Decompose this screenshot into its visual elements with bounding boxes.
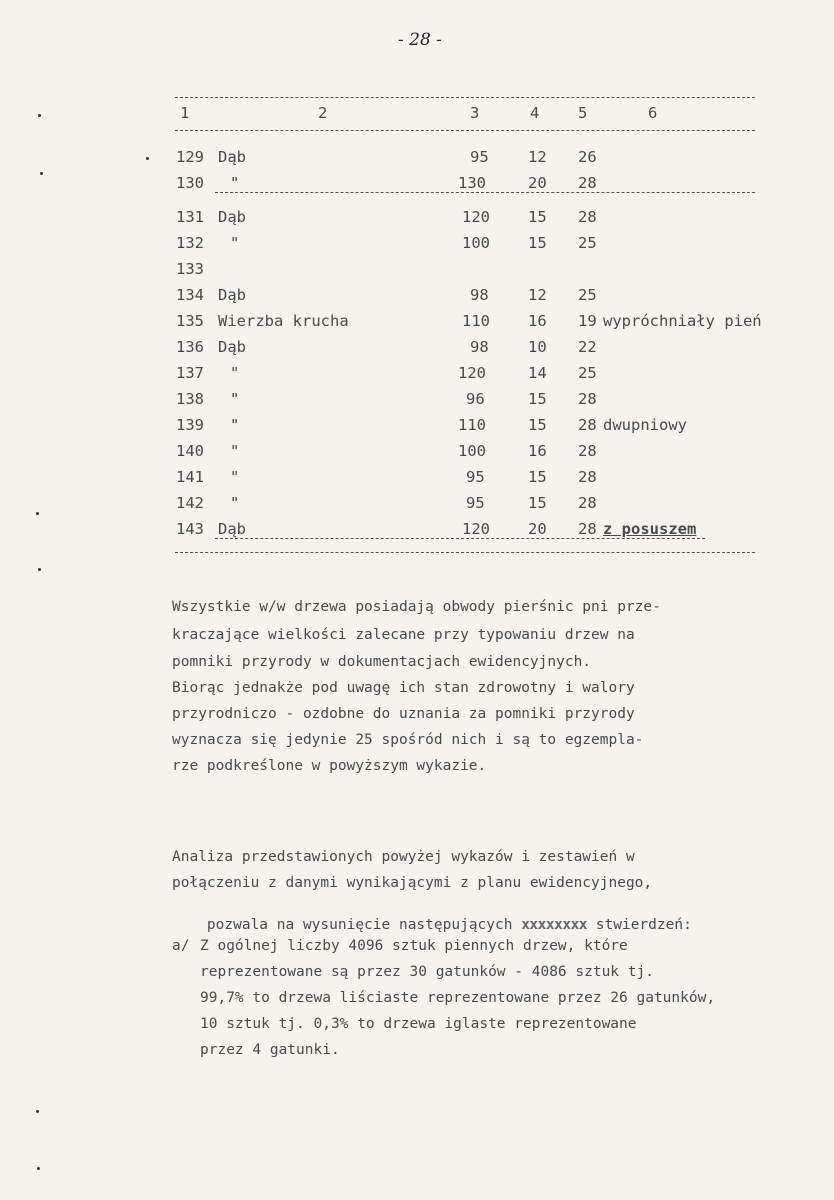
row-col5: 28 (578, 416, 597, 434)
row-col5: 22 (578, 338, 597, 356)
row-col3: 130 (458, 174, 486, 192)
row-col3: 110 (458, 416, 486, 434)
row-col4: 15 (528, 234, 547, 252)
list-item-line: przez 4 gatunki. (200, 1042, 340, 1058)
row-col4: 20 (528, 174, 547, 192)
list-item-line: 99,7% to drzewa liściaste reprezentowane przez 26 gatunków, (200, 990, 716, 1006)
margin-dot (37, 1167, 40, 1170)
row-col3: 110 (462, 312, 490, 330)
overtyped-word: xxxxxxxx (521, 916, 588, 933)
row-number: 135 (176, 312, 204, 330)
row-species: " (230, 416, 240, 434)
row-col3: 95 (466, 468, 485, 486)
row-col4: 15 (528, 494, 547, 512)
row-species: " (230, 390, 240, 408)
row-species: Dąb (218, 208, 246, 226)
line-text-after: stwierdzeń: (587, 916, 692, 933)
underline-rule (215, 538, 705, 539)
margin-dot (40, 172, 43, 175)
row-species: " (230, 174, 240, 192)
table-bottom-rule (175, 552, 755, 553)
header-col-6: 6 (648, 104, 658, 122)
row-col5: 28 (578, 208, 597, 226)
list-item-line: reprezentowane są przez 30 gatunków - 4086 sztuk tj. (200, 964, 654, 980)
row-note: wypróchniały pień (603, 312, 762, 330)
row-col3: 95 (470, 148, 489, 166)
row-number: 130 (176, 174, 204, 192)
paragraph-line: Biorąc jednakże pod uwagę ich stan zdrowotny i walory (172, 680, 635, 696)
row-number: 142 (176, 494, 204, 512)
row-col4: 15 (528, 208, 547, 226)
row-species: Dąb (218, 338, 246, 356)
row-number: 129 (176, 148, 204, 166)
row-number: 139 (176, 416, 204, 434)
row-species: Dąb (218, 148, 246, 166)
row-col4: 14 (528, 364, 547, 382)
header-col-4: 4 (530, 104, 540, 122)
row-species: Wierzba krucha (218, 312, 349, 330)
line-text-before: pozwala na wysunięcie następujących (206, 916, 522, 933)
row-species: " (230, 442, 240, 460)
row-number: 137 (176, 364, 204, 382)
margin-dot (38, 568, 41, 571)
row-col3: 100 (458, 442, 486, 460)
row-col3: 98 (470, 338, 489, 356)
row-col5: 19 (578, 312, 597, 330)
header-col-5: 5 (578, 104, 588, 122)
row-col5: 25 (578, 364, 597, 382)
list-item-line: 10 sztuk tj. 0,3% to drzewa iglaste reprezentowane (200, 1016, 637, 1032)
row-col4: 15 (528, 390, 547, 408)
row-species: " (230, 234, 240, 252)
row-col5: 28 (578, 442, 597, 460)
row-number: 140 (176, 442, 204, 460)
row-col5: 26 (578, 148, 597, 166)
row-col3: 95 (466, 494, 485, 512)
paragraph-line: Analiza przedstawionych powyżej wykazów i zestawień w (172, 849, 635, 865)
header-col-2: 2 (318, 104, 328, 122)
row-col4: 16 (528, 442, 547, 460)
row-col3: 120 (462, 520, 490, 538)
row-col5: 28 (578, 174, 597, 192)
header-col-3: 3 (470, 104, 480, 122)
row-col5: 28 (578, 390, 597, 408)
row-number: 136 (176, 338, 204, 356)
row-col4: 16 (528, 312, 547, 330)
header-col-1: 1 (180, 104, 190, 122)
row-col3: 120 (458, 364, 486, 382)
row-col5: 28 (578, 494, 597, 512)
list-item-line: Z ogólnej liczby 4096 sztuk piennych drzew, które (200, 938, 628, 954)
table-header-rule (175, 130, 755, 131)
table-top-rule (175, 97, 755, 98)
margin-dot (36, 512, 39, 515)
paragraph-line: wyznacza się jedynie 25 spośród nich i są to egzempla- (172, 732, 644, 748)
row-col3: 96 (466, 390, 485, 408)
paragraph-line: Wszystkie w/w drzewa posiadają obwody pierśnic pni prze- (172, 599, 661, 615)
row-number: 131 (176, 208, 204, 226)
row-number: 133 (176, 260, 204, 278)
row-col4: 12 (528, 286, 547, 304)
paragraph-line: pomniki przyrody w dokumentacjach ewidencyjnych. (172, 654, 592, 670)
row-note: z posuszem (603, 520, 697, 538)
row-col5: 25 (578, 286, 597, 304)
row-col5: 28 (578, 468, 597, 486)
row-number: 143 (176, 520, 204, 538)
row-species: Dąb (218, 286, 246, 304)
row-species: " (230, 364, 240, 382)
row-col5: 25 (578, 234, 597, 252)
row-col4: 12 (528, 148, 547, 166)
row-col4: 15 (528, 416, 547, 434)
row-col4: 10 (528, 338, 547, 356)
row-species: " (230, 494, 240, 512)
row-col4: 20 (528, 520, 547, 538)
row-number: 132 (176, 234, 204, 252)
group-separator-rule (215, 192, 755, 193)
paragraph-line: rze podkreślone w powyższym wykazie. (172, 758, 487, 774)
row-number: 141 (176, 468, 204, 486)
row-col4: 15 (528, 468, 547, 486)
page-number: - 28 - (398, 30, 442, 50)
margin-dot (146, 157, 149, 160)
paragraph-line: kraczające wielkości zalecane przy typowaniu drzew na (172, 627, 635, 643)
row-species: " (230, 468, 240, 486)
row-col3: 100 (462, 234, 490, 252)
row-number: 138 (176, 390, 204, 408)
row-col5: 28 (578, 520, 597, 538)
row-note: dwupniowy (603, 416, 687, 434)
paragraph-line: połączeniu z danymi wynikającymi z planu ewidencyjnego, (172, 875, 653, 891)
margin-dot (36, 1110, 39, 1113)
row-col3: 98 (470, 286, 489, 304)
list-marker: a/ (172, 938, 190, 954)
row-number: 134 (176, 286, 204, 304)
row-col3: 120 (462, 208, 490, 226)
row-species: Dąb (218, 520, 246, 538)
margin-dot (38, 114, 41, 117)
paragraph-line: przyrodniczo - ozdobne do uznania za pomniki przyrody (172, 706, 635, 722)
